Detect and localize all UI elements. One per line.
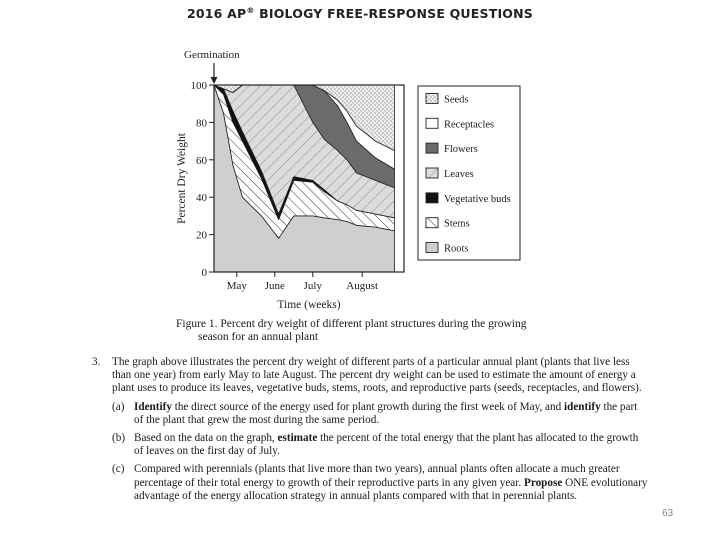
- legend-swatch-flowers: [426, 143, 438, 153]
- part-b-label: (b): [112, 432, 126, 445]
- part-c-label: (c): [112, 463, 125, 476]
- question-part-c: [92, 463, 648, 503]
- part-b-bold-1: estimate: [277, 432, 318, 445]
- part-a-text: [134, 401, 648, 427]
- header-title-prefix: 2016 AP: [186, 6, 247, 22]
- y-tick-label-20: 20: [196, 229, 207, 242]
- part-c-bold-1: Propose: [523, 476, 563, 489]
- question-intro-row: [92, 356, 648, 396]
- legend-label-vegetative-buds: Vegetative buds: [444, 193, 511, 205]
- part-b-text-2: the percent of the total energy that the plant has allocated to the growth of leaves on the first day of July.: [134, 432, 639, 458]
- figure-1-chart: [170, 40, 540, 345]
- y-tick-label-40: 40: [196, 192, 207, 205]
- y-tick-label-0: 0: [201, 267, 207, 279]
- part-a-label: (a): [112, 400, 125, 413]
- legend-label-leaves: Leaves: [444, 169, 474, 180]
- part-b-text-1: Based on the data on the graph,: [134, 432, 278, 445]
- legend-swatch-roots: [426, 243, 438, 253]
- question-intro: The graph above illustrates the percent dry weight of different parts of a particular annual plant (plants that live less than one year) from early May to late August. The percent dry weight can be used to estimate the amount of energy a plant uses to produce its leaves, vegetative buds, stems, roots, and reproductive parts (seeds, receptacles, and flowers).: [112, 356, 642, 395]
- y-tick-label-100: 100: [190, 80, 207, 92]
- legend-label-flowers: Flowers: [444, 144, 478, 156]
- question-part-a: [92, 401, 648, 427]
- part-b-text: [134, 432, 648, 458]
- part-c-text-1: Compared with perennials (plants that live more than two years), annual plants often allocate a much greater percentage of their total energy to growth of their reproductive parts in any given year.: [134, 463, 620, 489]
- part-a-bold-2: identify: [564, 400, 601, 413]
- germination-annotation: Germination: [184, 49, 240, 61]
- x-tick-label-may: May: [226, 280, 247, 292]
- question-3: [92, 356, 648, 503]
- legend-swatch-receptacles: [426, 118, 438, 128]
- figure-caption: [176, 318, 576, 344]
- legend-swatch-stems: [426, 218, 438, 228]
- legend-swatch-vegetative-buds: [426, 193, 438, 203]
- y-axis-label: Percent Dry Weight: [176, 133, 188, 224]
- chart-svg: [170, 40, 540, 345]
- y-tick-label-80: 80: [196, 117, 207, 130]
- legend-swatch-leaves: [426, 168, 438, 178]
- page-header: [0, 6, 720, 21]
- header-title-suffix: BIOLOGY FREE-RESPONSE QUESTIONS: [254, 6, 533, 22]
- x-tick-label-august: August: [346, 280, 379, 292]
- legend-label-seeds: Seeds: [444, 94, 469, 106]
- part-a-bold-1: Identify: [134, 400, 172, 413]
- question-number: 3.: [92, 356, 101, 368]
- part-a-text-1: the direct source of the energy used for plant growth during the first week of May, and: [171, 400, 564, 413]
- x-tick-label-june: June: [264, 280, 285, 292]
- germination-arrow-head: [211, 77, 218, 84]
- part-c-text-2: ONE evolutionary advantage of the energy allocation strategy in annual plants compared with that in perennial plants.: [134, 476, 648, 502]
- part-a-text-2: the part of the plant that grew the most during the same period.: [134, 400, 638, 426]
- x-tick-label-july: July: [303, 280, 322, 292]
- caption-line-1: Figure 1. Percent dry weight of different plant structures during the growing: [176, 318, 527, 330]
- legend-label-stems: Stems: [444, 218, 470, 230]
- legend-swatch-seeds: [426, 93, 438, 103]
- registered-mark: ®: [246, 6, 255, 15]
- x-axis-label: Time (weeks): [277, 299, 341, 311]
- part-c-text: [134, 463, 648, 503]
- legend-label-roots: Roots: [444, 243, 469, 255]
- legend-label-receptacles: Receptacles: [444, 119, 495, 131]
- y-tick-label-60: 60: [196, 154, 207, 167]
- caption-line-2: season for an annual plant: [198, 331, 319, 343]
- page-number: 63: [662, 508, 674, 519]
- question-part-b: [92, 432, 648, 458]
